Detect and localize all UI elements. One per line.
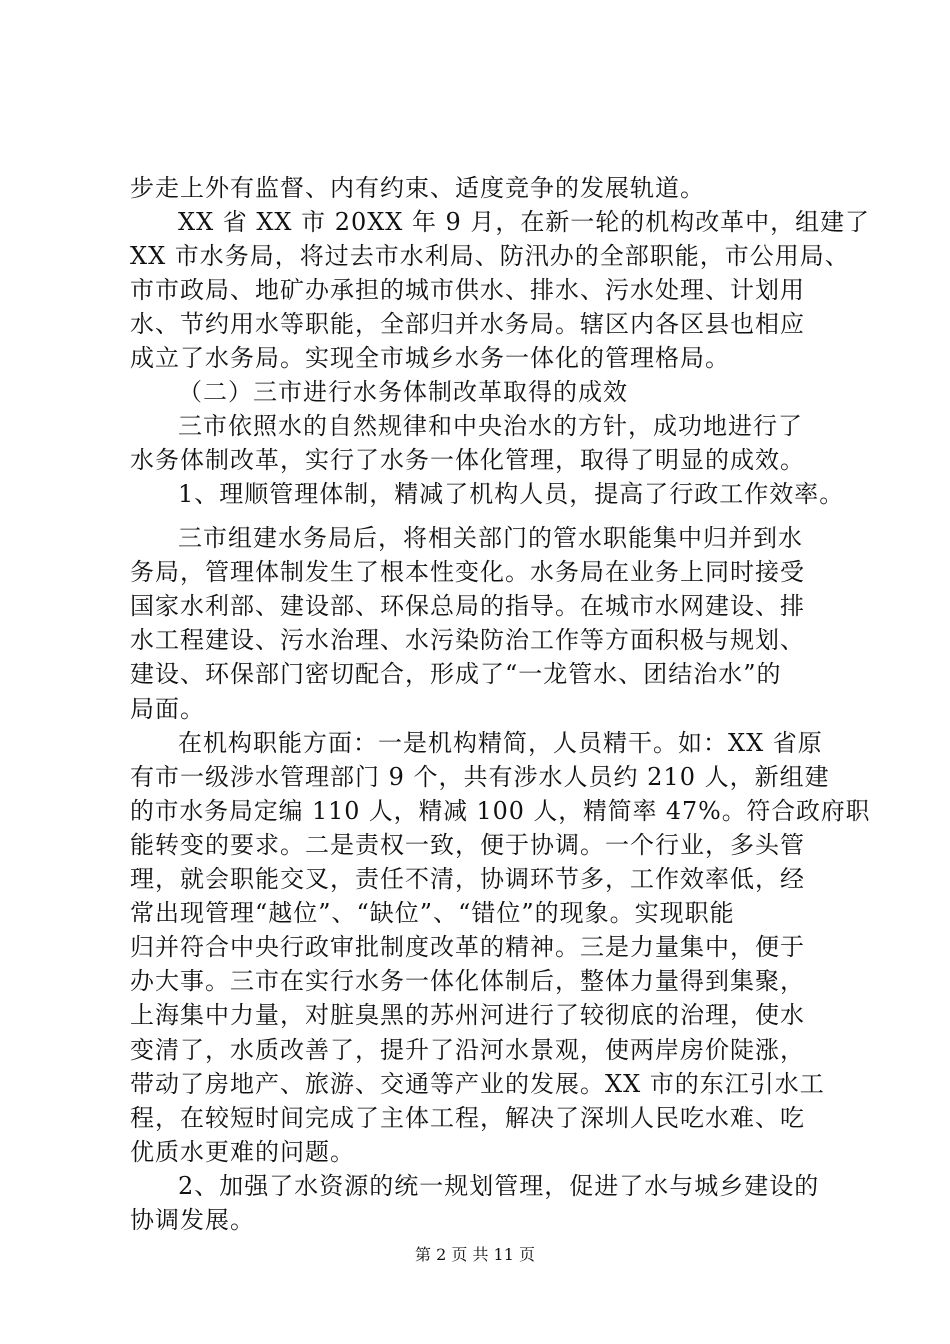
text-line: 水工程建设、污水治理、水污染防治工作等方面积极与规划、 — [130, 626, 805, 654]
text-line: 有市一级涉水管理部门 9 个，共有涉水人员约 210 人，新组建 — [130, 763, 830, 791]
text-line: 理，就会职能交叉，责任不清，协调环节多，工作效率低，经 — [130, 865, 805, 893]
text-line: 建设、环保部门密切配合，形成了“一龙管水、团结治水”的 — [130, 660, 782, 688]
text-line: 办大事。三市在实行水务一体化体制后，整体力量得到集聚， — [130, 967, 805, 995]
text-line: 水务体制改革，实行了水务一体化管理，取得了明显的成效。 — [130, 446, 805, 474]
text-line: 常出现管理“越位”、“缺位”、“错位”的现象。实现职能 — [130, 899, 735, 927]
text-line: 局面。 — [130, 695, 205, 723]
subsection-heading: 1、理顺管理体制，精减了机构人员，提高了行政工作效率。 — [178, 480, 845, 508]
text-line: 能转变的要求。二是责权一致，便于协调。一个行业，多头管 — [130, 831, 805, 859]
text-line: 步走上外有监督、内有约束、适度竞争的发展轨道。 — [130, 174, 705, 202]
text-line: 国家水利部、建设部、环保总局的指导。在城市水网建设、排 — [130, 592, 805, 620]
text-line: XX 市水务局，将过去市水利局、防汛办的全部职能，市公用局、 — [130, 242, 850, 270]
text-line: 在机构职能方面：一是机构精简，人员精干。如：XX 省原 — [178, 729, 823, 757]
text-line: 协调发展。 — [130, 1206, 255, 1234]
page-footer: 第 2 页 共 11 页 — [415, 1245, 535, 1264]
text-line: 程，在较短时间完成了主体工程，解决了深圳人民吃水难、吃 — [130, 1104, 805, 1132]
text-line: 水、节约用水等职能，全部归并水务局。辖区内各区县也相应 — [130, 310, 805, 338]
text-line: 的市水务局定编 110 人，精减 100 人，精简率 47%。符合政府职 — [130, 797, 871, 825]
text-line: 变清了，水质改善了，提升了沿河水景观，使两岸房价陡涨， — [130, 1036, 805, 1064]
text-line: 三市组建水务局后，将相关部门的管水职能集中归并到水 — [178, 524, 803, 552]
section-heading: （二）三市进行水务体制改革取得的成效 — [178, 378, 628, 406]
text-line: 务局，管理体制发生了根本性变化。水务局在业务上同时接受 — [130, 558, 805, 586]
text-line: 市市政局、地矿办承担的城市供水、排水、污水处理、计划用 — [130, 276, 805, 304]
text-line: 上海集中力量，对脏臭黑的苏州河进行了较彻底的治理，使水 — [130, 1001, 805, 1029]
text-line: 三市依照水的自然规律和中央治水的方针，成功地进行了 — [178, 412, 803, 440]
text-line: 带动了房地产、旅游、交通等产业的发展。XX 市的东江引水工 — [130, 1070, 825, 1098]
text-line: 归并符合中央行政审批制度改革的精神。三是力量集中，便于 — [130, 933, 805, 961]
text-line: 成立了水务局。实现全市城乡水务一体化的管理格局。 — [130, 344, 730, 372]
text-line: 优质水更难的问题。 — [130, 1138, 355, 1166]
text-line: XX 省 XX 市 20XX 年 9 月，在新一轮的机构改革中，组建了 — [178, 208, 871, 236]
subsection-heading: 2、加强了水资源的统一规划管理，促进了水与城乡建设的 — [178, 1172, 820, 1200]
